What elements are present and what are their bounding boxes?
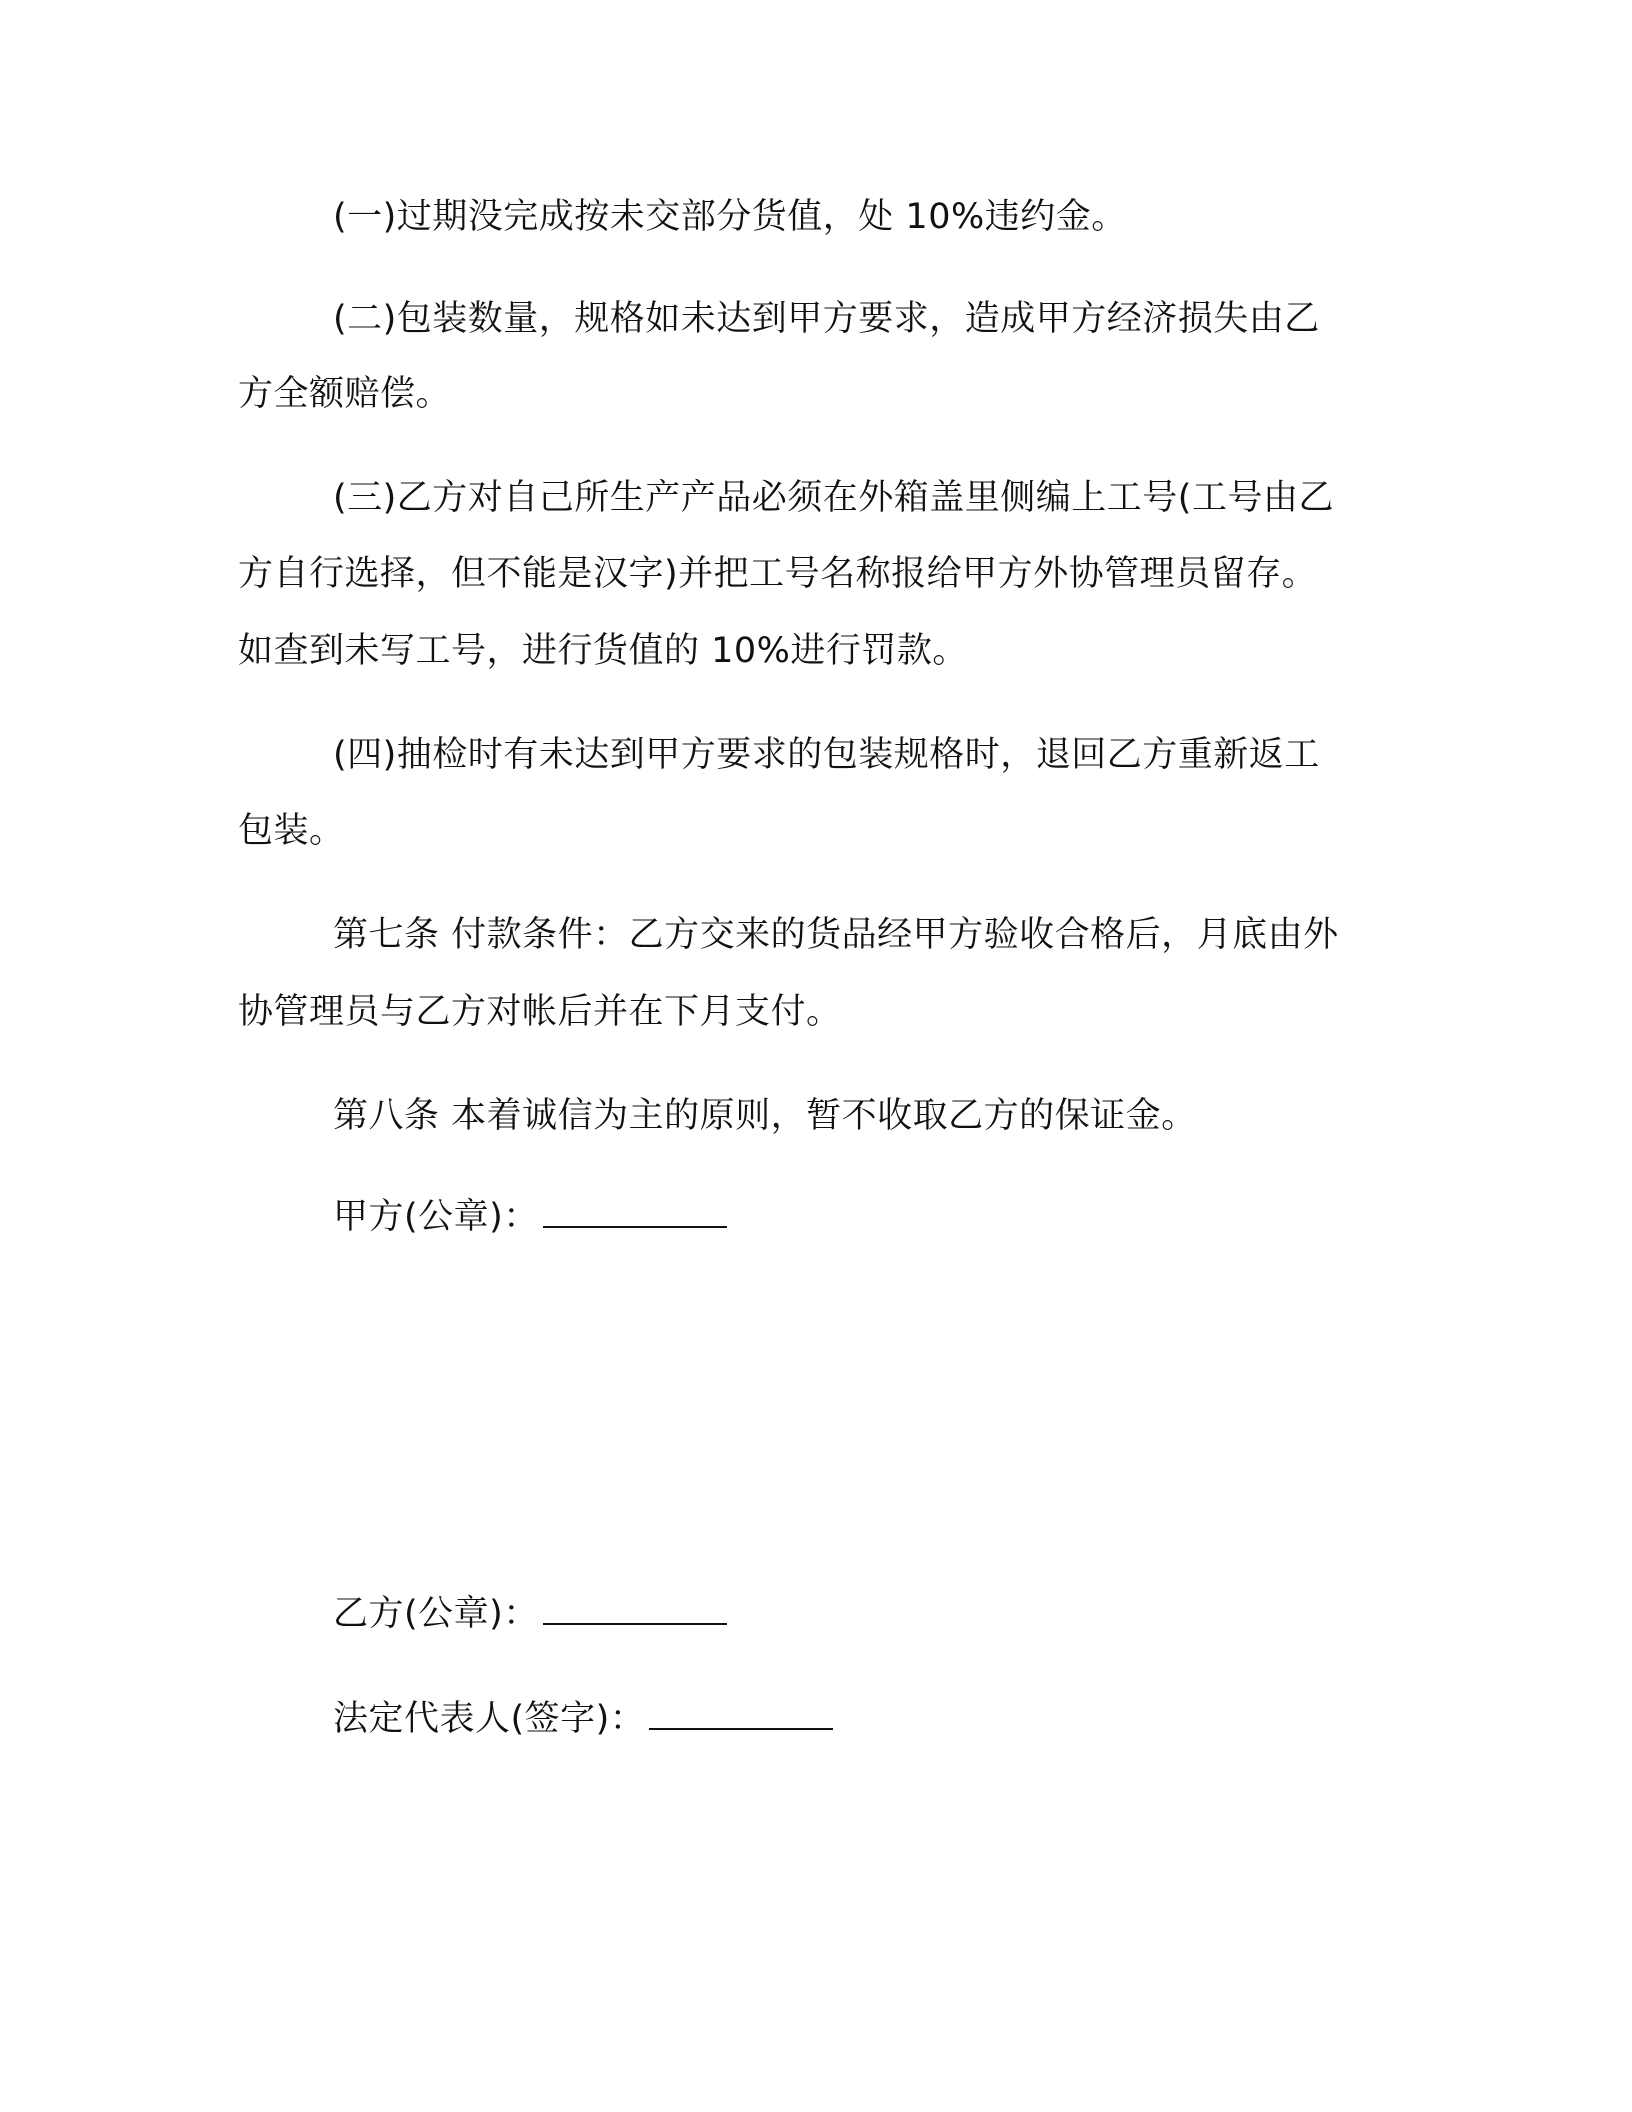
legal-rep-signature xyxy=(333,1695,833,1743)
clause-1-line-1: (一)过期没完成按未交部分货值，处 10%违约金。 xyxy=(333,197,1127,237)
party-b-label: 乙方(公章)： xyxy=(333,1594,539,1634)
party-a-blank-line xyxy=(543,1222,727,1228)
clause-3-line-2: 方自行选择，但不能是汉字)并把工号名称报给甲方外协管理员留存。 xyxy=(238,554,1318,594)
clause-2-line-1: (二)包装数量，规格如未达到甲方要求，造成甲方经济损失由乙 xyxy=(333,299,1320,339)
party-b-signature xyxy=(333,1590,727,1638)
party-a-label: 甲方(公章)： xyxy=(333,1197,539,1237)
article-7-line-2: 协管理员与乙方对帐后并在下月支付。 xyxy=(238,992,842,1032)
clause-4-line-1: (四)抽检时有未达到甲方要求的包装规格时，退回乙方重新返工 xyxy=(333,735,1320,775)
legal-rep-blank-line xyxy=(649,1724,833,1730)
clause-3-line-1: (三)乙方对自己所生产产品必须在外箱盖里侧编上工号(工号由乙 xyxy=(333,478,1334,518)
party-b-blank-line xyxy=(543,1619,727,1625)
legal-rep-label: 法定代表人(签字)： xyxy=(333,1699,646,1739)
article-7-line-1: 第七条 付款条件：乙方交来的货品经甲方验收合格后，月底由外 xyxy=(333,915,1339,955)
party-a-signature xyxy=(333,1193,727,1241)
article-8-line-1: 第八条 本着诚信为主的原则，暂不收取乙方的保证金。 xyxy=(333,1096,1197,1136)
clause-3-line-3: 如查到未写工号，进行货值的 10%进行罚款。 xyxy=(238,631,968,671)
clause-4-line-2: 包装。 xyxy=(238,811,345,851)
clause-2-line-2: 方全额赔偿。 xyxy=(238,374,452,414)
